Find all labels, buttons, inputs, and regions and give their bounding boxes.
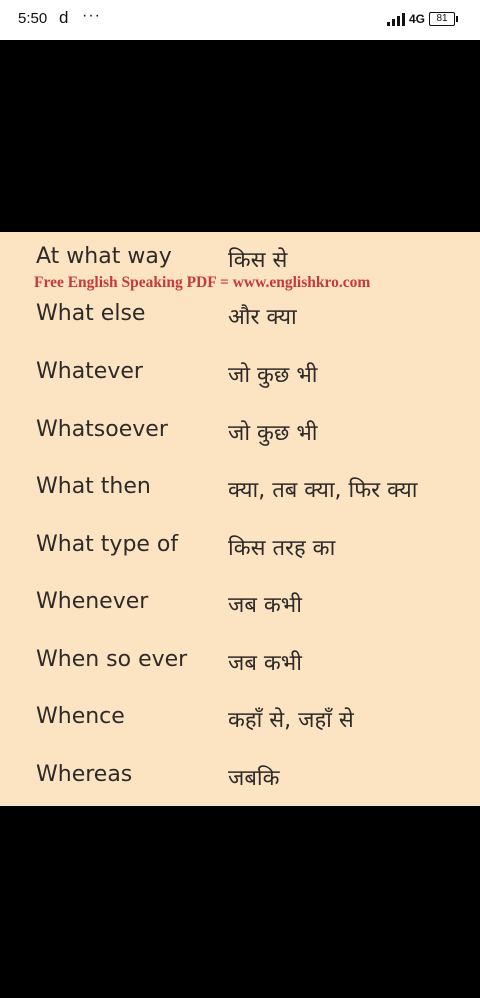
vocab-hindi: जब कभी bbox=[228, 651, 302, 676]
vocab-hindi: जब कभी bbox=[228, 593, 302, 618]
network-type-label: 4G bbox=[408, 12, 425, 26]
vocab-hindi: जो कुछ भी bbox=[228, 421, 318, 446]
vocab-row bbox=[0, 647, 480, 687]
vocabulary-image[interactable] bbox=[0, 232, 480, 806]
vocab-row bbox=[0, 474, 480, 514]
vocab-hindi: कहाँ से, जहाँ से bbox=[228, 708, 354, 733]
vocab-english: Whatsoever bbox=[36, 417, 168, 442]
vocab-hindi: जो कुछ भी bbox=[228, 363, 318, 388]
vocab-row bbox=[0, 359, 480, 399]
vocab-english: When so ever bbox=[36, 647, 188, 672]
battery-level: 81 bbox=[429, 12, 455, 26]
vocab-row bbox=[0, 589, 480, 629]
vocab-english: What type of bbox=[36, 532, 179, 557]
vocab-english: Whenever bbox=[36, 589, 149, 614]
status-bar bbox=[0, 0, 480, 40]
vocab-english: What else bbox=[36, 301, 146, 326]
vocab-hindi: किस से bbox=[228, 248, 288, 273]
battery-icon bbox=[429, 12, 458, 26]
vocab-row bbox=[0, 301, 480, 341]
vocab-english: What then bbox=[36, 474, 151, 499]
app-notification-icon: d bbox=[59, 8, 69, 27]
vocab-english: Whereas bbox=[36, 762, 133, 787]
status-indicators bbox=[387, 9, 458, 29]
vocab-hindi: किस तरह का bbox=[228, 536, 336, 561]
signal-icon bbox=[387, 12, 405, 26]
watermark-text: Free English Speaking PDF = www.englishkro.com bbox=[34, 274, 371, 291]
vocab-english: Whatever bbox=[36, 359, 143, 384]
vocab-english: Whence bbox=[36, 704, 125, 729]
vocab-hindi: जबकि bbox=[228, 766, 280, 791]
vocab-hindi: और क्या bbox=[228, 305, 297, 330]
vocab-english: At what way bbox=[36, 244, 172, 269]
more-notifications-icon: ··· bbox=[82, 7, 101, 24]
vocab-row bbox=[0, 532, 480, 572]
vocab-row bbox=[0, 417, 480, 457]
status-time: 5:50 bbox=[18, 10, 48, 27]
vocab-hindi: क्या, तब क्या, फिर क्या bbox=[228, 478, 418, 503]
vocab-row bbox=[0, 704, 480, 744]
vocab-row bbox=[0, 762, 480, 802]
